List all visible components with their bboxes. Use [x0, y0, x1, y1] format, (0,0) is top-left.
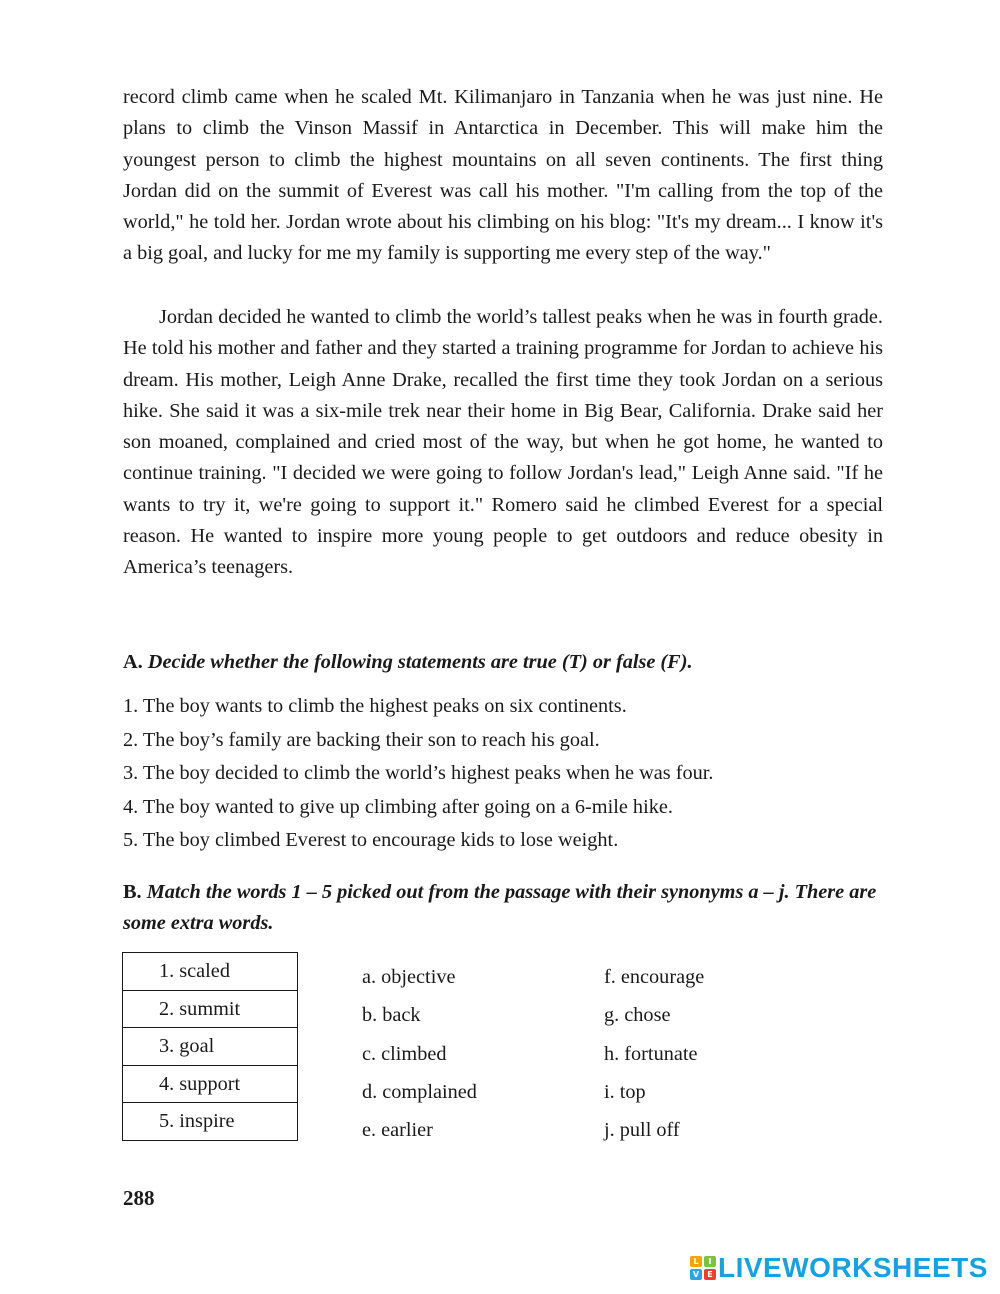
section-a-letter: A. [123, 651, 143, 673]
logo-tile: L [690, 1256, 702, 1267]
synonym-column-a-e [362, 958, 477, 1149]
synonym-item: f. encourage [604, 966, 705, 988]
word-cell: 4. support [123, 1065, 298, 1103]
statement-item: 3. The boy decided to climb the world’s highest peaks when he was four. [123, 762, 714, 784]
statement-list [123, 690, 883, 858]
synonym-item: i. top [604, 1080, 646, 1103]
logo-tile: E [704, 1269, 716, 1280]
statement-item: 5. The boy climbed Everest to encourage kids to lose weight. [123, 829, 619, 851]
table-row [123, 1028, 298, 1066]
word-cell: 3. goal [123, 1028, 298, 1066]
synonym-item: a. objective [362, 966, 456, 988]
section-a-instruction: Decide whether the following statements are true (T) or false (F). [147, 651, 693, 673]
logo-tile: V [690, 1269, 702, 1280]
word-cell: 2. summit [123, 990, 298, 1028]
synonym-item: j. pull off [604, 1119, 680, 1142]
table-row [123, 1065, 298, 1103]
passage-paragraph-1: record climb came when he scaled Mt. Kilimanjaro in Tanzania when he was just nine. He plans to climb the Vinson Massif in Antarctica in December. This will make him the youngest person to climb the highest mountains on all seven continents. The first thing Jordan did on the summit of Everest was call his mother. "I'm calling from the top of the world," he told her. Jordan wrote about his climbing on his blog: "It's my dream... I know it's a big goal, and lucky for me my family is supporting me every step of the way." [123, 86, 883, 265]
liveworksheets-logo-icon [690, 1256, 716, 1280]
page-number: 288 [123, 1186, 155, 1210]
table-row [123, 990, 298, 1028]
section-b-letter: B. [123, 881, 142, 903]
statement-item: 2. The boy’s family are backing their son to reach his goal. [123, 728, 600, 751]
section-a-heading [123, 647, 893, 678]
statement-item: 1. The boy wants to climb the highest peaks on six continents. [123, 695, 627, 717]
synonym-item: b. back [362, 1004, 421, 1027]
synonym-item: g. chose [604, 1004, 671, 1027]
section-b-instruction: Match the words 1 – 5 picked out from the passage with their synonyms a – j. There are some extra words. [123, 881, 877, 934]
synonym-item: c. climbed [362, 1042, 447, 1065]
word-cell: 5. inspire [123, 1103, 298, 1141]
synonym-item: d. complained [362, 1080, 477, 1103]
liveworksheets-brand[interactable] [690, 1253, 988, 1283]
synonym-item: h. fortunate [604, 1042, 698, 1065]
synonym-item: e. earlier [362, 1119, 433, 1142]
table-row [123, 1103, 298, 1141]
brand-name: LIVEWORKSHEETS [718, 1252, 988, 1283]
section-b-heading [123, 877, 893, 939]
passage-paragraph-2: Jordan decided he wanted to climb the world’s tallest peaks when he was in fourth grade. He told his mother and father and they started a training programme for Jordan to achieve his dream. His mother, Leigh Anne Drake, recalled the first time they took Jordan on a serious hike. She said it was a six-mile trek near their home in Big Bear, California. Drake said her son moaned, complained and cried most of the way, but when he got home, he wanted to continue training. "I decided we were going to follow Jordan's lead," Leigh Anne said. "If he wants to try it, we're going to support it." Romero said he climbed Everest for a special reason. He wanted to inspire more young people to get outdoors and reduce obesity in America’s teenagers. [123, 306, 883, 579]
logo-tile: I [704, 1256, 716, 1267]
word-table [122, 952, 298, 1141]
synonym-column-f-j [604, 958, 704, 1149]
word-cell: 1. scaled [123, 953, 298, 991]
table-row [123, 953, 298, 991]
statement-item: 4. The boy wanted to give up climbing after going on a 6-mile hike. [123, 795, 673, 818]
